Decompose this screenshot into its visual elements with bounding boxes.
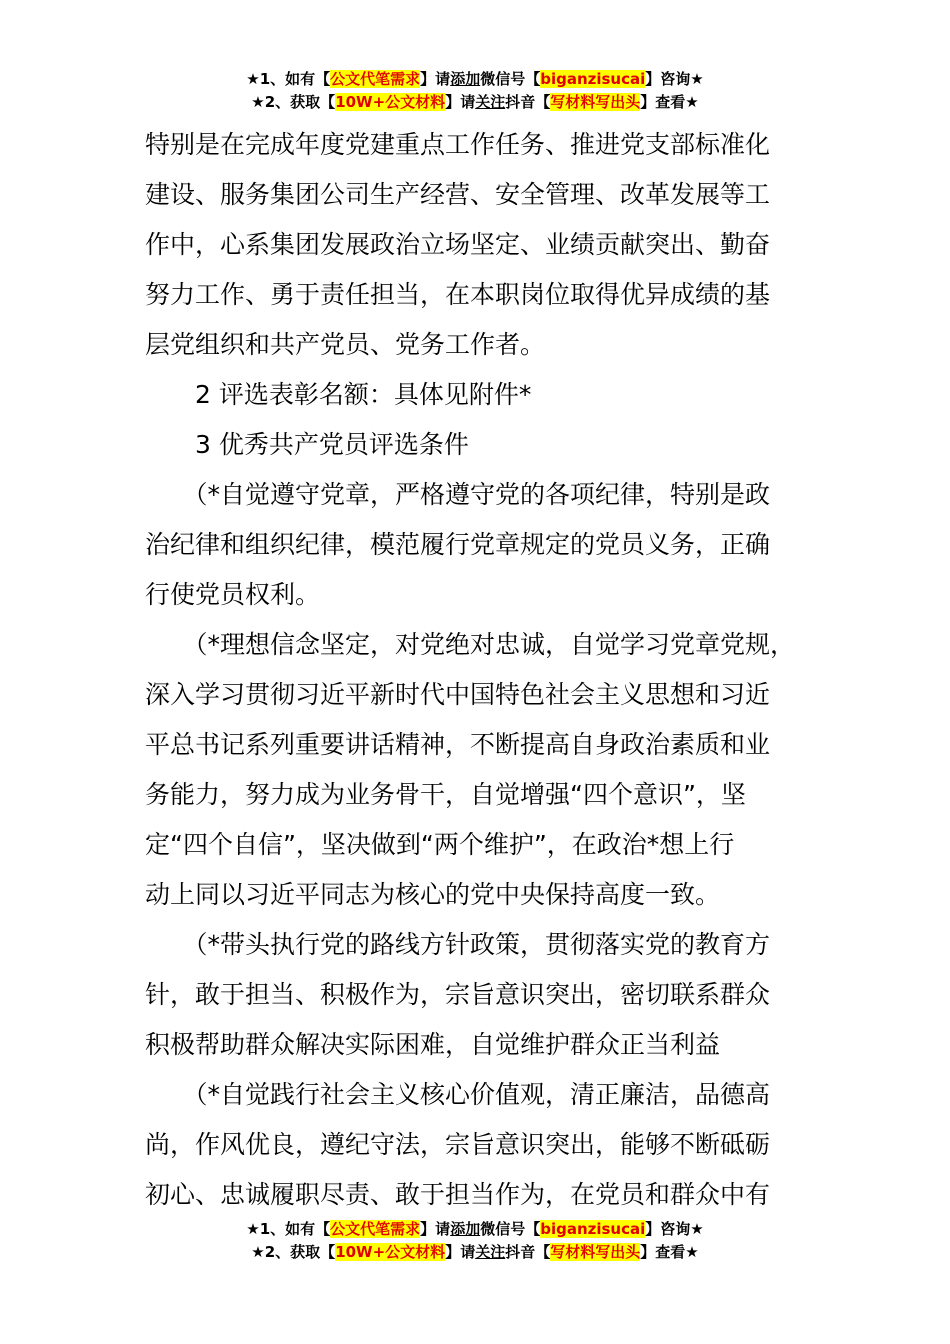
text-line: 积极帮助群众解决实际困难，自觉维护群众正当利益 — [145, 1030, 721, 1059]
header-banner — [0, 68, 950, 114]
text-line: 特别是在完成年度党建重点工作任务、推进党支部标准化 — [145, 130, 771, 159]
text-line: 2 评选表彰名额：具体见附件* — [145, 380, 532, 409]
banner-highlight: biganzisucai — [540, 1220, 646, 1238]
text-line: 深入学习贯彻习近平新时代中国特色社会主义思想和习近 — [145, 680, 771, 709]
banner-text: 微信号【 — [480, 1220, 541, 1238]
banner-line-2 — [0, 1241, 950, 1264]
banner-text: 】请 — [445, 93, 476, 111]
text-line: 初心、忠诚履职尽责、敢于担当作为，在党员和群众中有 — [145, 1180, 771, 1209]
banner-highlight: 写材料写出头 — [550, 1243, 641, 1261]
banner-text: 】请 — [420, 70, 451, 88]
banner-highlight: biganzisucai — [540, 70, 646, 88]
banner-highlight: 公文代笔需求 — [330, 70, 421, 88]
banner-text: 】咨询★ — [645, 1220, 704, 1238]
banner-highlight: 10W+公文材料 — [335, 93, 446, 111]
text-line: 针，敢于担当、积极作为，宗旨意识突出，密切联系群众 — [145, 980, 771, 1009]
banner-text: 】请 — [420, 1220, 451, 1238]
banner-text: ★1、如有【 — [246, 70, 331, 88]
text-line: 层党组织和共产党员、党务工作者。 — [145, 330, 546, 359]
banner-line-1 — [0, 68, 950, 91]
document-body — [145, 120, 835, 1220]
banner-text: 微信号【 — [480, 70, 541, 88]
banner-highlight: 公文代笔需求 — [330, 1220, 421, 1238]
text-line: 定“四个自信”，坚决做到“两个维护”，在政治*想上行 — [145, 830, 735, 859]
text-line: 平总书记系列重要讲话精神，不断提高自身政治素质和业 — [145, 730, 771, 759]
text-line: （*带头执行党的路线方针政策，贯彻落实党的教育方 — [145, 930, 771, 959]
text-line: 治纪律和组织纪律，模范履行党章规定的党员义务，正确 — [145, 530, 771, 559]
text-line: 建设、服务集团公司生产经营、安全管理、改革发展等工 — [145, 180, 771, 209]
text-line: （*自觉践行社会主义核心价值观，清正廉洁，品德高 — [145, 1080, 771, 1109]
footer-banner — [0, 1218, 950, 1264]
text-line: 3 优秀共产党员评选条件 — [145, 430, 469, 459]
banner-underlined: 关注 — [475, 93, 506, 111]
banner-underlined: 关注 — [475, 1243, 506, 1261]
banner-text: 】咨询★ — [645, 70, 704, 88]
banner-text: ★2、获取【 — [251, 93, 336, 111]
banner-text: ★2、获取【 — [251, 1243, 336, 1261]
banner-text: 】查看★ — [640, 93, 699, 111]
banner-line-1 — [0, 1218, 950, 1241]
text-line: （*自觉遵守党章，严格遵守党的各项纪律，特别是政 — [145, 480, 771, 509]
text-line: 行使党员权利。 — [145, 580, 321, 609]
banner-text: 】查看★ — [640, 1243, 699, 1261]
banner-underlined: 添加 — [450, 70, 481, 88]
banner-highlight: 写材料写出头 — [550, 93, 641, 111]
banner-text: ★1、如有【 — [246, 1220, 331, 1238]
banner-underlined: 添加 — [450, 1220, 481, 1238]
banner-text: 抖音【 — [505, 1243, 551, 1261]
text-line: 尚，作风优良，遵纪守法，宗旨意识突出，能够不断砥砺 — [145, 1130, 771, 1159]
text-line: 作中，心系集团发展政治立场坚定、业绩贡献突出、勤奋 — [145, 230, 771, 259]
banner-highlight: 10W+公文材料 — [335, 1243, 446, 1261]
text-line: （*理想信念坚定，对党绝对忠诚，自觉学习党章党规， — [145, 630, 796, 659]
banner-text: 】请 — [445, 1243, 476, 1261]
banner-text: 抖音【 — [505, 93, 551, 111]
text-line: 努力工作、勇于责任担当，在本职岗位取得优异成绩的基 — [145, 280, 771, 309]
text-line: 务能力，努力成为业务骨干，自觉增强“四个意识”，坚 — [145, 780, 746, 809]
banner-line-2 — [0, 91, 950, 114]
text-line: 动上同以习近平同志为核心的党中央保持高度一致。 — [145, 880, 721, 909]
